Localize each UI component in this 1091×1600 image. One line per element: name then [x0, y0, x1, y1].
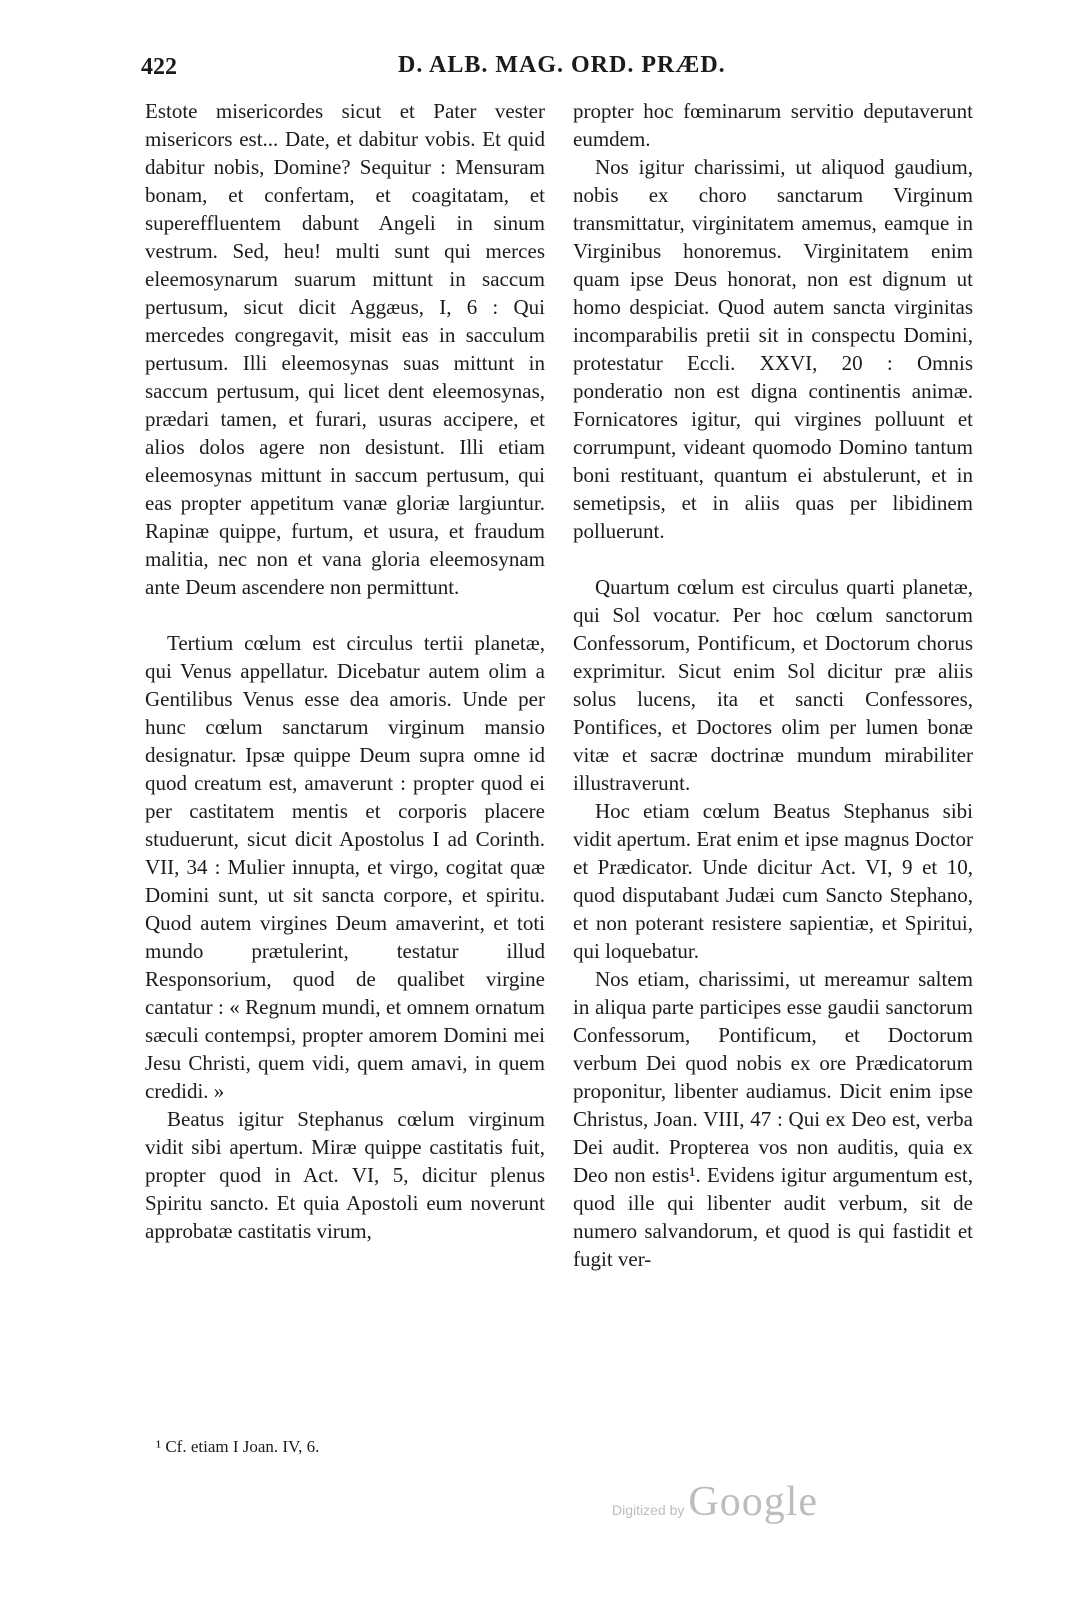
paragraph: Estote misericordes sicut et Pater vester misericors est... Date, et dabitur vobis. Et quid dabitur nobis, Domine? Sequitur : Mensuram bonam, et confertam, et coagitatam, et supereffluentem dabunt Angeli in sinum vestrum. Sed, heu! multi sunt qui merces eleemosynarum suarum mittunt in saccum pertusum, sicut dicit Aggæus, I, 6 : Qui mercedes congregavit, misit eas in sacculum pertusum. Illi eleemosynas suas mittunt in saccum pertusum, qui licet dent eleemosynas, prædari tamen, et furari, usuras accipere, et alios dolos agere non desistunt. Illi etiam eleemosynas mittunt in saccum pertusum, qui eas propter appetitum vanæ gloriæ largiuntur. Rapinæ quippe, furtum, et usura, et fraudum malitia, nec non et vana gloria eleemosynam ante Deum ascendere non permittunt. [145, 99, 545, 599]
watermark-prefix: Digitized by [612, 1502, 685, 1518]
page-number: 422 [141, 54, 177, 80]
paragraph: propter hoc fœminarum servitio deputaverunt eumdem. [573, 99, 973, 151]
google-logo: Google [688, 1479, 819, 1525]
paragraph: Nos etiam, charissimi, ut mereamur saltem in aliqua parte participes esse gaudii sanctorum Confessorum, Pontificum, et Doctorum verbum Dei quod nobis ex ore Prædicatorum proponitur, libenter audiamus. Dicit enim ipse Christus, Joan. VIII, 47 : Qui ex Deo est, verba Dei audit. Propterea vos non auditis, quia ex Deo non estis¹. Evidens igitur argumentum est, quod ille qui libenter audit verbum, sit de numero salvandorum, et quod is qui fastidit et fugit ver- [573, 967, 973, 1271]
left-column [145, 97, 545, 1245]
paragraph: Tertium cœlum est circulus tertii planetæ, qui Venus appellatur. Dicebatur autem olim a Gentilibus Venus esse dea amoris. Unde per hunc cœlum sanctarum virginum mansio designatur. Ipsæ quippe Deum supra omne id quod creatum est, amaverunt : propter quod ei per castitatem mentis et corporis placere studuerunt, sicut dicit Apostolus I ad Corinth. VII, 34 : Mulier innupta, et virgo, cogitat quæ Domini sunt, ut sit sancta corpore, et spiritu. Quod autem virgines Deum amaverint, et toti mundo prætulerint, testatur illud Responsorium, quod de qualibet virgine cantatur : « Regnum mundi, et omnem ornatum sæculi contempsi, propter amorem Domini mei Jesu Christi, quem vidi, quem amavi, in quem credidi. » [145, 631, 545, 1103]
paragraph: Nos igitur charissimi, ut aliquod gaudium, nobis ex choro sanctarum Virginum transmittatur, virginitatem amemus, eamque in Virginibus honoremus. Virginitatem enim quam ipse Deus honorat, non est dignum ut homo despiciat. Quod autem sancta virginitas incomparabilis pretii sit in conspectu Domini, protestatur Eccli. XXVI, 20 : Omnis ponderatio non est digna continentis animæ. Fornicatores igitur, qui virgines polluunt et corrumpunt, videant quomodo Domino tantum boni restituant, quantum ei abstulerunt, et in semetipsis, et in aliis quas per libidinem polluerunt. [573, 155, 973, 543]
footnote: ¹ Cf. etiam I Joan. IV, 6. [156, 1437, 320, 1456]
paragraph: Quartum cœlum est circulus quarti planetæ, qui Sol vocatur. Per hoc cœlum sanctorum Confessorum, Pontificum, et Doctorum chorus exprimitur. Sicut enim Sol dicitur præ aliis solus lucens, ita et sancti Confessores, Pontifices, et Doctores olim per lumen bonæ vitæ et sacræ doctrinæ mundum mirabiliter illustraverunt. [573, 575, 973, 795]
digitized-watermark [612, 1478, 818, 1526]
right-column [573, 97, 973, 1273]
paragraph: Hoc etiam cœlum Beatus Stephanus sibi vidit apertum. Erat enim et ipse magnus Doctor et Prædicator. Unde dicitur Act. VI, 9 et 10, quod disputabant Judæi cum Sancto Stephano, et non poterant resistere sapientiæ, et Spiritui, qui loquebatur. [573, 799, 973, 963]
paragraph: Beatus igitur Stephanus cœlum virginum vidit sibi apertum. Miræ quippe castitatis fuit, propter quod in Act. VI, 5, dicitur plenus Spiritu sancto. Et quia Apostoli eum noverunt approbatæ castitatis virum, [145, 1107, 545, 1243]
running-head: D. ALB. MAG. ORD. PRÆD. [398, 52, 726, 78]
